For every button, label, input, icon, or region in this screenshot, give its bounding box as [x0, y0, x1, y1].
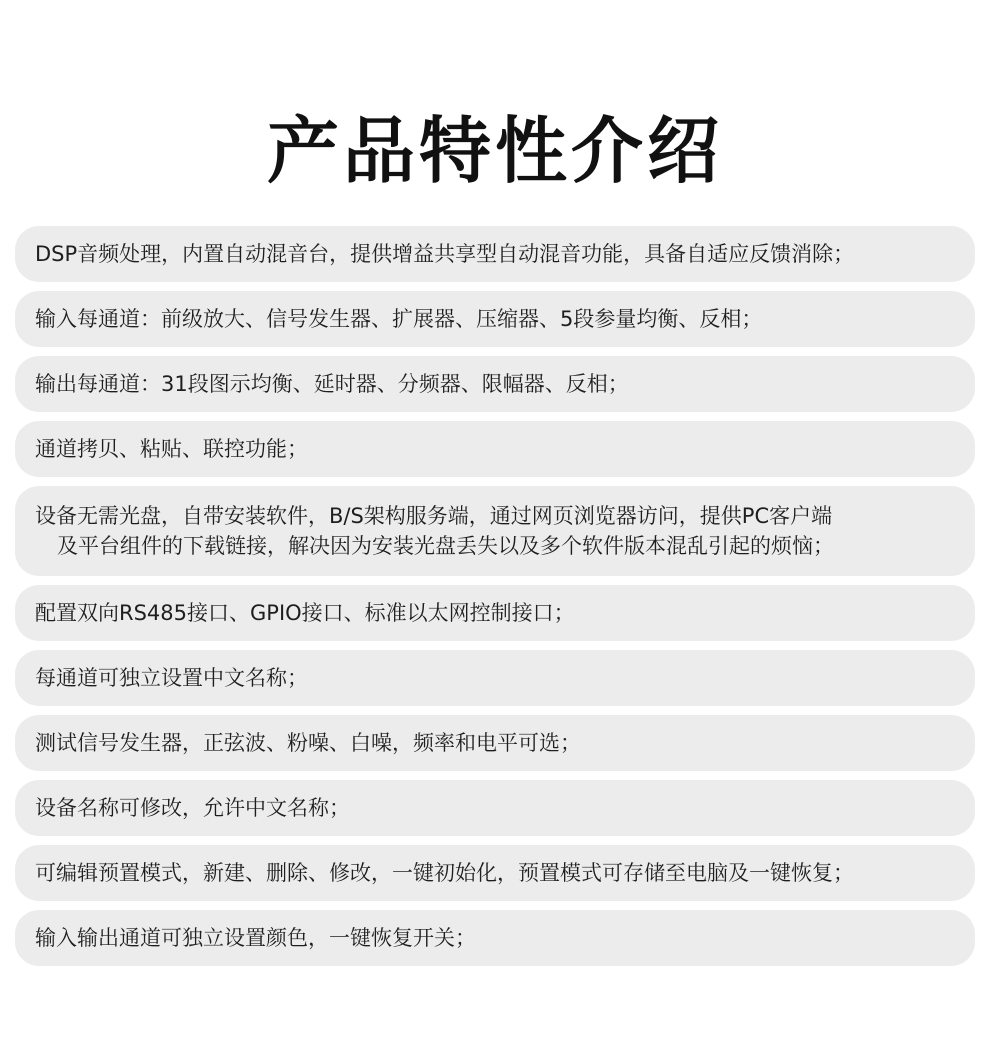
feature-text: 每通道可独立设置中文名称；: [35, 666, 308, 690]
feature-text: 可编辑预置模式，新建、删除、修改，一键初始化，预置模式可存储至电脑及一键恢复；: [35, 861, 854, 885]
feature-item-device-name: [15, 780, 975, 836]
feature-item-input-channel: [15, 291, 975, 347]
feature-item-channel-color: [15, 910, 975, 966]
feature-text: 输入每通道：前级放大、信号发生器、扩展器、压缩器、5段参量均衡、反相；: [35, 307, 763, 331]
feature-item-interfaces: [15, 585, 975, 641]
feature-text: 输出每通道：31段图示均衡、延时器、分频器、限幅器、反相；: [35, 372, 629, 396]
feature-text: [35, 501, 834, 561]
feature-item-test-signal: [15, 715, 975, 771]
feature-text-line-1: 设备无需光盘，自带安装软件，B/S架构服务端，通过网页浏览器访问，提供PC客户端: [35, 504, 833, 528]
feature-text: 通道拷贝、粘贴、联控功能；: [35, 437, 308, 461]
feature-item-channel-copy: [15, 421, 975, 477]
feature-item-dsp: [15, 226, 975, 282]
feature-text: DSP音频处理，内置自动混音台，提供增益共享型自动混音功能，具备自适应反馈消除；: [35, 242, 855, 266]
feature-item-channel-name: [15, 650, 975, 706]
feature-text: 配置双向RS485接口、GPIO接口、标准以太网控制接口；: [35, 601, 575, 625]
feature-item-output-channel: [15, 356, 975, 412]
feature-item-presets: [15, 845, 975, 901]
feature-list: [15, 226, 975, 975]
feature-text-line-2: 及平台组件的下载链接，解决因为安装光盘丢失以及多个软件版本混乱引起的烦恼；: [57, 534, 834, 558]
feature-text: 测试信号发生器，正弦波、粉噪、白噪，频率和电平可选；: [35, 731, 581, 755]
feature-item-no-disc: [15, 486, 975, 576]
feature-text: 设备名称可修改，允许中文名称；: [35, 796, 350, 820]
page-title: 产品特性介绍: [266, 109, 723, 194]
feature-text: 输入输出通道可独立设置颜色，一键恢复开关；: [35, 926, 476, 950]
